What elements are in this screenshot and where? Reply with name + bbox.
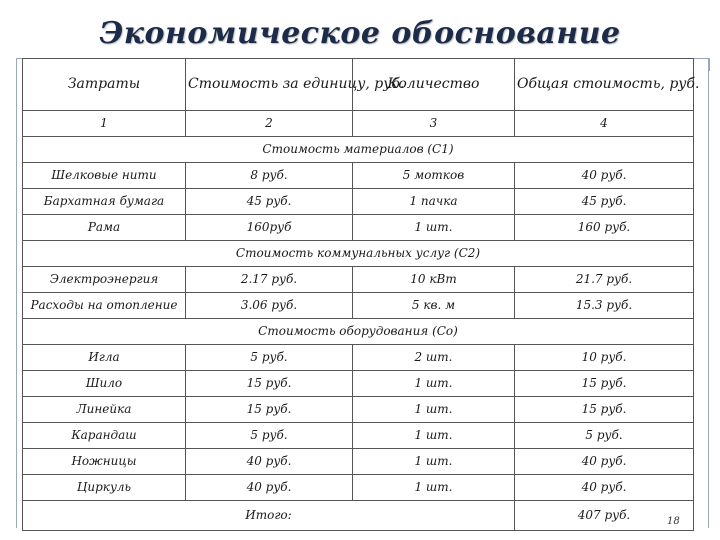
item-price: 15 руб.: [186, 397, 353, 423]
slide-frame-right: [708, 58, 709, 528]
item-qty: 1 шт.: [353, 475, 515, 501]
table-row: [23, 475, 694, 501]
total-value: 407 руб.: [515, 501, 694, 531]
item-name: Ножницы: [23, 449, 186, 475]
section-title-row: [23, 241, 694, 267]
item-price: 40 руб.: [186, 449, 353, 475]
table-row: [23, 345, 694, 371]
item-price: 45 руб.: [186, 189, 353, 215]
item-total: 5 руб.: [515, 423, 694, 449]
column-number: 1: [23, 111, 186, 137]
column-number: 3: [353, 111, 515, 137]
section-title-row: [23, 319, 694, 345]
item-total: 45 руб.: [515, 189, 694, 215]
section-title-equipment: Стоимость оборудования (Со): [23, 319, 694, 345]
item-total: 21.7 руб.: [515, 267, 694, 293]
item-qty: 1 пачка: [353, 189, 515, 215]
column-number: 2: [186, 111, 353, 137]
slide-frame-left: [16, 58, 17, 528]
item-qty: 1 шт.: [353, 215, 515, 241]
item-name: Игла: [23, 345, 186, 371]
cost-table: [22, 58, 700, 531]
item-name: Шелковые нити: [23, 163, 186, 189]
header-costs: Затраты: [23, 59, 186, 111]
item-total: 15 руб.: [515, 397, 694, 423]
item-qty: 1 шт.: [353, 397, 515, 423]
table-row: [23, 189, 694, 215]
item-name: Карандаш: [23, 423, 186, 449]
item-price: 160руб: [186, 215, 353, 241]
column-number-row: [23, 111, 694, 137]
item-name: Шило: [23, 371, 186, 397]
item-name: Электроэнергия: [23, 267, 186, 293]
total-row: [23, 501, 694, 531]
section-title-materials: Стоимость материалов (С1): [23, 137, 694, 163]
slide-title: Экономическое обоснование: [99, 16, 621, 51]
item-qty: 5 мотков: [353, 163, 515, 189]
section-title-utilities: Стоимость коммунальных услуг (С2): [23, 241, 694, 267]
table-row: [23, 163, 694, 189]
column-number: 4: [515, 111, 694, 137]
item-total: 40 руб.: [515, 475, 694, 501]
item-qty: 5 кв. м: [353, 293, 515, 319]
item-qty: 1 шт.: [353, 423, 515, 449]
item-name: Бархатная бумага: [23, 189, 186, 215]
item-price: 2.17 руб.: [186, 267, 353, 293]
table-row: [23, 215, 694, 241]
item-price: 8 руб.: [186, 163, 353, 189]
header-unit-price: Стоимость за единицу, руб.: [186, 59, 353, 111]
table-row: [23, 449, 694, 475]
item-total: 40 руб.: [515, 449, 694, 475]
item-total: 15 руб.: [515, 371, 694, 397]
table-row: [23, 293, 694, 319]
item-name: Расходы на отопление: [23, 293, 186, 319]
item-total: 15.3 руб.: [515, 293, 694, 319]
item-total: 10 руб.: [515, 345, 694, 371]
header-total-cost: Общая стоимость, руб.: [515, 59, 694, 111]
item-total: 160 руб.: [515, 215, 694, 241]
item-qty: 10 кВт: [353, 267, 515, 293]
page-number: 18: [667, 516, 680, 527]
item-name: Циркуль: [23, 475, 186, 501]
item-qty: 1 шт.: [353, 449, 515, 475]
item-price: 5 руб.: [186, 345, 353, 371]
table-row: [23, 423, 694, 449]
total-label: Итого:: [23, 501, 515, 531]
item-name: Линейка: [23, 397, 186, 423]
item-price: 15 руб.: [186, 371, 353, 397]
table-row: [23, 371, 694, 397]
table-row: [23, 267, 694, 293]
table-row: [23, 397, 694, 423]
item-price: 40 руб.: [186, 475, 353, 501]
item-total: 40 руб.: [515, 163, 694, 189]
header-quantity: Количество: [353, 59, 515, 111]
item-price: 3.06 руб.: [186, 293, 353, 319]
item-name: Рама: [23, 215, 186, 241]
table-header-row: [23, 59, 694, 111]
item-qty: 2 шт.: [353, 345, 515, 371]
item-price: 5 руб.: [186, 423, 353, 449]
item-qty: 1 шт.: [353, 371, 515, 397]
section-title-row: [23, 137, 694, 163]
